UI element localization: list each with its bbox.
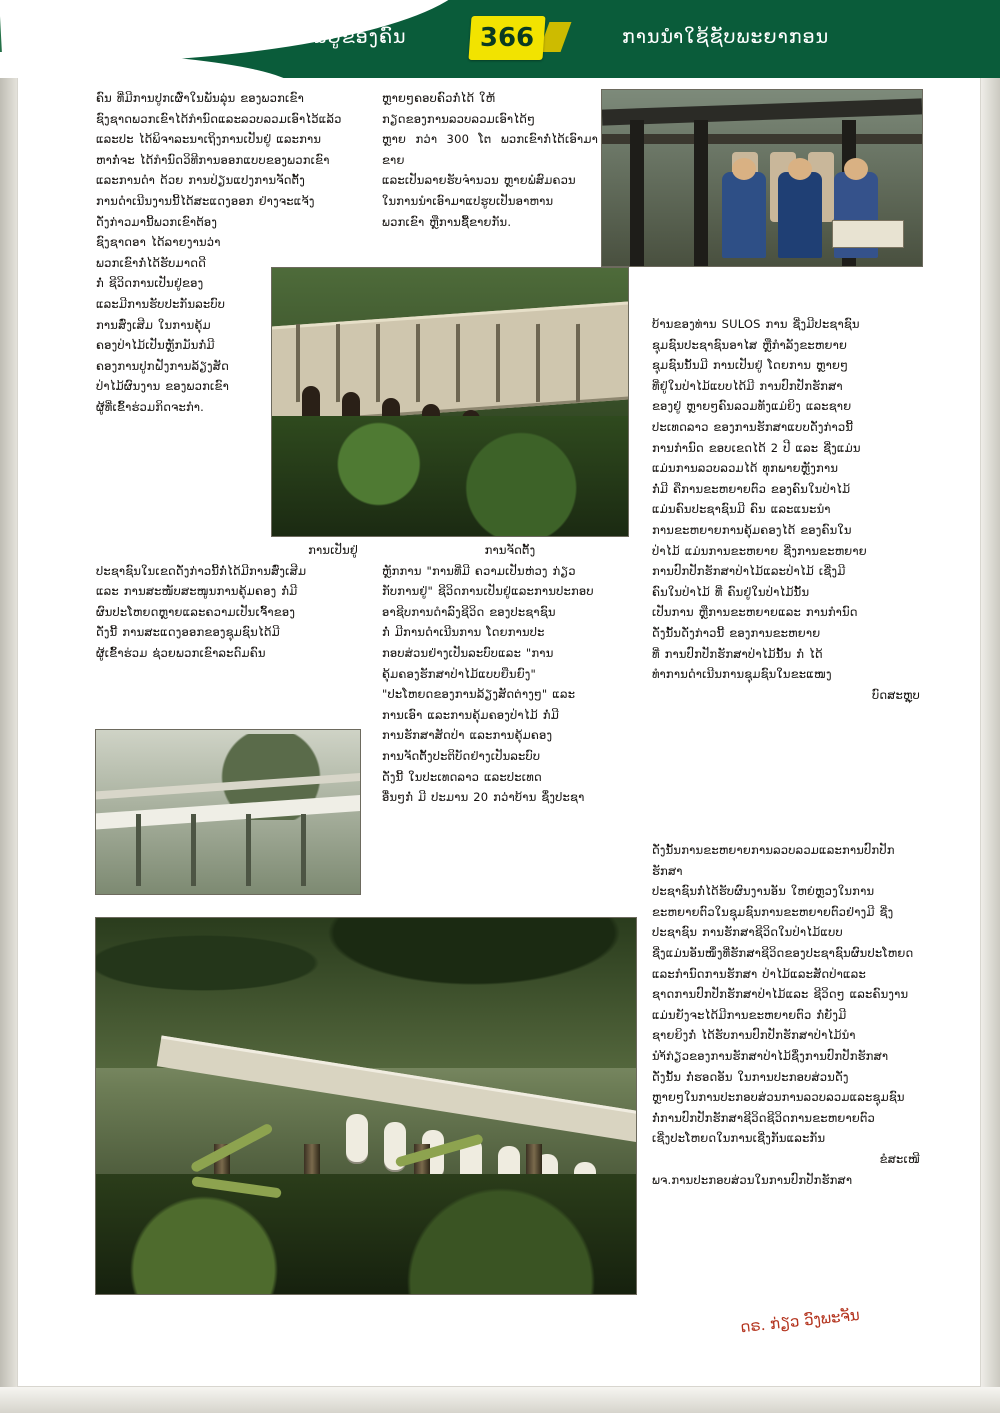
column-2-subheading: ການຈັດຕັ້ງ <box>484 543 536 557</box>
paragraph-line: ປະຊາຊົນກໍ່ໄດ້ຮັບຜົນງານອັນ ໃຫຍ່ຫຼວງໃນການ <box>652 884 875 899</box>
paragraph-line: ພວກເຂົາ ຫຼືການຊື້ຂາຍກັນ. <box>382 214 512 229</box>
paragraph-line: ທີ່ຢູ່ໃນປ່າໄມ້ແບບໄດ້ມີ ການປົກປັກຮັກສາ <box>652 378 843 393</box>
photo1-person <box>722 172 766 258</box>
paragraph-line: ທີ່ ການປົກປັກຮັກສາປ່າໄມ້ນັ້ນ ກໍ່ ໄດ້ <box>652 646 823 661</box>
body-column-1-bottom <box>96 540 358 664</box>
paragraph-line: ຄອງການປູກຝັງການລ້ຽງສັດ <box>96 358 229 373</box>
paragraph-line: ອື່ນໆກໍ່ ມີ ປະມານ 20 ກວ່າບ້ານ ຊຶ່ງປະຊາ <box>382 790 585 805</box>
photo1-person <box>778 172 822 258</box>
photo2-rack-slot <box>536 324 540 402</box>
body-column-3-bottom <box>652 840 920 1190</box>
paragraph-line: ແລະມີການຮັບປະກັນລະບົບ <box>96 296 226 311</box>
paragraph-line: ຄົນ ທີ່ມີການປູກເຜົ່າໃນພັນລຸ່ນ ຂອງພວກເຂົາ <box>96 91 304 105</box>
paragraph-line: ທຳການດຳເນີນການຊຸມຊົນໃນຂະແໜງ <box>652 667 832 682</box>
paragraph-line: ໃນການນຳເອົາມາແປຮູບເປັນອາຫານ <box>382 193 554 208</box>
paragraph-line: ບ້ານຂອງທ່ານ SULOS ການ ຊີ່ງມີປະຊາຊົນ <box>652 317 860 331</box>
photo1-post <box>694 120 708 266</box>
paragraph-line: ປະເທດລາວ ຂອງການຮັກສາແບບດັ່ງກ່າວນີ້ <box>652 419 854 434</box>
paragraph-line: ຄອງປ່າໄມ້ເປັນຫຼັກມັນກໍ່ມີ <box>96 338 215 353</box>
scan-edge-right <box>978 0 1000 1413</box>
paragraph-line: ແມ່ນຄົນປະຊາຊົນມີ ຄົນ ແລະແນະນຳ <box>652 502 831 517</box>
photo3-pole <box>191 814 196 886</box>
paragraph-line: ພຈ.ການປະກອບສ່ວນໃນການປົກປັກຮັກສາ <box>652 1172 853 1187</box>
photo2-rack-slot <box>456 324 460 402</box>
paragraph-line: ເປັນການ ຫຼືການຂະຫຍາຍແລະ ການກຳນົດ <box>652 605 858 620</box>
paragraph-line: ການຈັດຕັ້ງປະຕິບັດຢ່າງເປັນລະບົບ <box>382 748 541 763</box>
paragraph-line: ດັ່ງນີ້ ໃນປະເທດລາວ ແລະປະເທດ <box>382 769 542 784</box>
header-left-title: ຊີວິດການເປັນຢູ່ຂອງຄົນ <box>214 26 407 48</box>
scan-edge-bottom <box>0 1387 1000 1413</box>
photo1-post <box>630 120 644 266</box>
paragraph-line: ດັ່ງນັ້ນການຂະຫຍາຍການລວບລວມແລະການປົກປັກຮັກສາ <box>652 843 895 878</box>
paragraph-line: ຜົນປະໂຫຍດຫຼາຍແລະຄວາມເປັນເຈົ້າຂອງ <box>96 604 296 619</box>
photo1-beam-2 <box>602 134 922 144</box>
header-swoosh-shape-2 <box>0 52 300 78</box>
photo2-rack-slot <box>576 324 580 402</box>
column-3-closing-subheading: ຂໍສະເໜີ <box>879 1151 920 1166</box>
paragraph-line: ດັ່ງນັ້ນ ກໍ່ຮອດອັນ ໃນການປະກອບສ່ວນດັ່ງ <box>652 1069 849 1084</box>
paragraph-line: ເຊີ່ງປະໂຫຍດໃນການເຊີ່ງກັນແລະກັນ <box>652 1131 826 1146</box>
paragraph-line: ຊາດການປົກປັກຮັກສາປ່າໄມ້ແລະ ຊີວິດໆ ແລະຄົນງານ <box>652 987 909 1002</box>
paragraph-line: ຊົງຊາດພວກເຂົາໄດ້ກຳນົດແລະລວບລວມເອົາໄວ້ແລ້ວ <box>96 111 342 126</box>
header-right-title: ການນຳໃຊ້ຊັບພະຍາກອນ <box>622 26 830 48</box>
paragraph-line: ນຳ້ກ່ຽວຂອງການຮັກສາປ່າໄມ້ຊຶ່ງການປົກປັກຮັກສາ <box>652 1048 889 1063</box>
paragraph-line: ການດຳເນີນງານນີ້ໄດ້ສະແດງອອກ ຢ່າງຈະແຈ້ງ <box>96 193 315 208</box>
paragraph-line: ກໍ່ການປົກປັກຮັກສາຊີວິດຊີວິດການຂະຫຍາຍຕົວ <box>652 1110 876 1125</box>
photo1-sign <box>832 220 904 248</box>
paragraph-line: ແລະເປັນລາຍຮັບຈຳນວນ ຫຼາຍພໍສົມຄວນ <box>382 173 576 188</box>
paragraph-line: ຊຸມຊົນນັ້ນມີ ການເປັນຢູ່ ໂດຍການ ຫຼາຍໆ <box>652 358 849 373</box>
paragraph-line: ຂອງຢູ່ ຫຼາຍໆຄົນລວມທັງແມ່ຍິງ ແລະຊາຍ <box>652 399 852 414</box>
photo2-rack-slot <box>496 324 500 402</box>
body-column-2-bottom <box>382 540 638 808</box>
column-1-subheading: ການເປັນຢູ່ <box>308 543 358 557</box>
paragraph-line: ປ່າໄມ້ຜົນງານ ຂອງພວກເຂົາ <box>96 379 229 394</box>
photo4-ground-foliage <box>96 1174 636 1294</box>
paragraph-line: ແມ່ນຍັງຈະໄດ້ມີການຂະຫຍາຍຕົວ ກໍ່ຍັງມີ <box>652 1007 847 1022</box>
paragraph-line: ດັ່ງກ່າວມານີ້ພວກເຂົາຕ້ອງ <box>96 214 218 229</box>
body-column-3-top <box>652 314 920 705</box>
paragraph-line: ຊົງຊາດອາ ໄດ້ລາຍງານວ່າ <box>96 235 221 250</box>
paragraph-line: ກໍ່ ຊີວິດການເປັນຢູ່ຂອງ <box>96 276 204 291</box>
paragraph-line: ຫາກໍ່ຈະ ໄດ້ກຳນົດວິທີການອອກແບບຂອງພວກເຂົາ <box>96 152 330 167</box>
paragraph-line: ກອບສ່ວນຢ່າງເປັນລະບົບແລະ "ການ <box>382 645 554 660</box>
paragraph-line: ການສົ່ງເສີມ ໃນການຄຸ້ມ <box>96 317 211 332</box>
paragraph-line: ແລະປະ ໄດ້ພິຈາລະນາເຖິງການເປັນຢູ່ ແລະການ <box>96 132 322 147</box>
paragraph-line: ການກຳນົດ ຂອບເຂດໄດ້ 2 ປີ ແລະ ຊີ່ງແມ່ນ <box>652 440 861 455</box>
paragraph-line: ດັ່ງນັ້ນດັ່ງກ່າວນີ້ ຂອງການຂະຫຍາຍ <box>652 625 821 640</box>
paragraph-line: ຄົນໃນປ່າໄມ້ ທີ່ ຄົນຢູ່ໃນປ່າໄມ້ນັ້ນ <box>652 584 810 599</box>
paragraph-line: ປ່າໄມ້ ແມ່ນການຂະຫຍາຍ ຊີ່ງການຂະຫຍາຍ <box>652 543 867 558</box>
page-number-badge <box>468 16 545 60</box>
photo-palm-grove-rack <box>96 918 636 1294</box>
paragraph-line: ຊຸມຊົນປະຊາຊົນອາໄສ ຫຼືກຳລັງຂະຫຍາຍ <box>652 337 848 352</box>
scan-edge-left <box>0 0 20 1413</box>
paragraph-line: ກໍ່ມີ ຄືການຂະຫຍາຍຕົວ ຂອງຄົນໃນປ່າໄມ້ <box>652 481 851 496</box>
photo2-foliage <box>272 416 628 536</box>
paragraph-line: ກຽດຂອງການລວບລວມເອົາໄດ້ໆ <box>382 111 536 126</box>
paragraph-line: ປະຊາຊົນ ການຮັກສາຊີວິດໃນປ່າໄມ້ແບບ <box>652 925 843 940</box>
paragraph-line: ແລະການດຳ ດ້ວຍ ການປ່ຽນແປງການຈັດຕັ້ງ <box>96 173 305 188</box>
paragraph-line: ຂະຫຍາຍຕົວໃນຊຸມຊົນການຂະຫຍາຍຕົວຢ່າງມີ ຊີ່ງ <box>652 904 894 919</box>
paragraph-line: ແລະ ການສະໜັບສະໜູນການຄຸ້ມຄອງ ກໍ່ມີ <box>96 584 298 599</box>
paragraph-line: ກັບການຢູ່" ຊີວິດການເປັນຢູ່ແລະການປະກອບ <box>382 584 594 599</box>
paragraph-line: ແລະກຳນົດການຮັກສາ ປ່າໄມ້ແລະສັດປ່າແລະ <box>652 966 866 981</box>
paragraph-line: ການຂະຫຍາຍການຄຸ້ມຄອງໄດ້ ຂອງຄົນໃນ <box>652 522 852 537</box>
paragraph-line: ການເອົາ ແລະການຄຸ້ມຄອງປ່າໄມ້ ກໍ່ມີ <box>382 707 559 722</box>
author-signature: ດຣ. ກ່ຽວ ວົງພະຈັນ <box>739 1305 861 1337</box>
page-number-label: 366 <box>479 23 535 53</box>
paragraph-line: "ປະໂຫຍດຂອງການລ້ຽງສັດຕ່າງໆ" ແລະ <box>382 687 576 702</box>
photo3-pole <box>301 814 306 886</box>
paragraph-line: ຫຼັກການ "ການທີ່ມີ ຄວາມເປັນຫ່ວງ ກ່ຽວ <box>382 563 576 578</box>
photo3-pole <box>136 814 141 886</box>
paragraph-line: ພວກເຂົາກໍ່ໄດ້ຮັບມາດດີ <box>96 255 207 270</box>
paragraph-line: ຜູ້ເຂົ້າຮ່ວມ ຊ່ວຍພວກເຂົາລະດົມຄົນ <box>96 645 266 660</box>
paragraph-line: ການຮັກສາສັດປ່າ ແລະການຄຸ້ມຄອງ <box>382 728 553 743</box>
paragraph-line: ຫຼາຍໆໃນການປະກອບສ່ວນການລວບລວມແລະຊຸມຊົນ <box>652 1090 905 1105</box>
photo2-rack-slot <box>416 324 420 402</box>
paragraph-line: ຫຼາຍໆຄອບຄົວກໍ່ໄດ້ ໃຫ້ <box>382 91 496 105</box>
paragraph-line: ປະຊາຊົນໃນເຂດດັ່ງກ່າວນີ້ກໍ່ໄດ້ມີການສົ່ງເສີມ <box>96 563 307 578</box>
paragraph-line: ການປົກປັກຮັກສາປ່າໄມ້ແລະປ່າໄມ້ ເຊີ່ງມີ <box>652 564 846 579</box>
paragraph-line: ອາຊີບການດຳລົງຊີວິດ ຂອງປະຊາຊົນ <box>382 604 556 619</box>
paragraph-line: ຜູ້ທີ່ເຂົ້າຮ່ວມກິດຈະກຳ. <box>96 399 204 414</box>
body-column-2-top <box>382 88 598 232</box>
photo3-pole <box>246 814 251 886</box>
paragraph-line: ຫຼາຍ ກວ່າ 300 ໂຕ ພວກເຂົາກໍ່ໄດ້ເອົາມາຂາຍ <box>382 132 598 167</box>
paragraph-line: ຊາຍຍິງກໍ່ ໄດ້ຮັບການປົກປັກຮັກສາປ່າໄມ້ນຳ <box>652 1028 856 1043</box>
photo2-rack-slot <box>376 324 380 402</box>
photo-bridge-rack <box>96 730 360 894</box>
paragraph-line: ແມ່ນການລວບລວມໄດ້ ທຸກພາຍຫຼັງການ <box>652 461 839 476</box>
body-column-1-top <box>96 88 358 418</box>
paragraph-line: ຊີ່ງແມ່ນອັນໜຶ່ງທີ່ຮັກສາຊີວິດຂອງປະຊາຊົນຜົນປະໂຫຍດ <box>652 945 914 960</box>
photo-market-people <box>602 90 922 266</box>
column-3-subheading: ບົດສະຫຼຸບ <box>871 687 920 702</box>
page-header-banner <box>0 0 1000 78</box>
photo4-hanging-animal <box>346 1114 368 1162</box>
paragraph-line: ດັ່ງນີ້ ການສະແດງອອກຂອງຊຸມຊົນໄດ້ມີ <box>96 625 280 640</box>
paragraph-line: ກໍ່ ມີການດຳເນີນການ ໂດຍການປະ <box>382 625 545 640</box>
paragraph-line: ຄຸ້ມຄອງຮັກສາປ່າໄມ້ແບບຍືນຍົງ" <box>382 666 537 681</box>
